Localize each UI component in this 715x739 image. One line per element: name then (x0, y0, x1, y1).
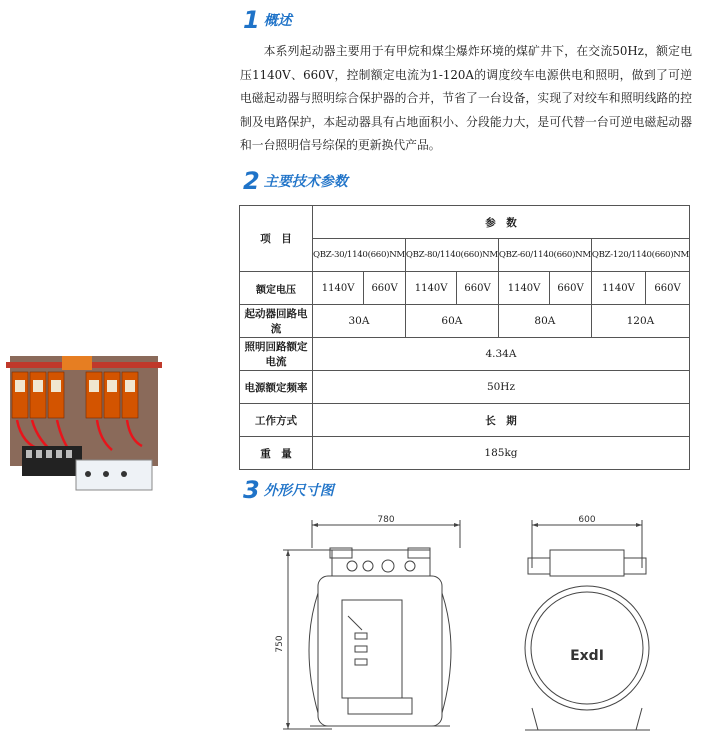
model-cell: QBZ-120/1140(660)NM (591, 239, 689, 272)
lighting-current-label: 照明回路额定电流 (240, 338, 313, 371)
front-width-label: 780 (377, 515, 395, 525)
model-cell: QBZ-80/1140(660)NM (405, 239, 498, 272)
section-title: 外形尺寸图 (263, 483, 334, 499)
mode-value: 长 期 (312, 404, 689, 437)
voltage-cell: 660V (646, 272, 690, 305)
frequency-value: 50Hz (312, 371, 689, 404)
voltage-cell: 1140V (498, 272, 549, 305)
current-cell: 120A (591, 305, 689, 338)
model-cell: QBZ-60/1140(660)NM (498, 239, 591, 272)
section-3-heading (243, 478, 334, 502)
voltage-cell: 1140V (405, 272, 456, 305)
section-number: 3 (243, 476, 260, 504)
frequency-label: 电源额定频率 (240, 371, 313, 404)
voltage-cell: 660V (364, 272, 406, 305)
section-1-heading (243, 8, 292, 32)
weight-label: 重 量 (240, 437, 313, 470)
dimension-drawing (270, 508, 690, 739)
section-title: 主要技术参数 (263, 174, 348, 190)
model-cell: QBZ-30/1140(660)NM (312, 239, 405, 272)
current-cell: 30A (312, 305, 405, 338)
voltage-cell: 1140V (591, 272, 645, 305)
section-2-heading (243, 169, 348, 193)
weight-value: 185kg (312, 437, 689, 470)
starter-current-label: 起动器回路电流 (240, 305, 313, 338)
mode-label: 工作方式 (240, 404, 313, 437)
voltage-cell: 660V (457, 272, 499, 305)
section-title: 概述 (263, 13, 292, 29)
current-cell: 60A (405, 305, 498, 338)
product-photo (2, 350, 165, 500)
section-number: 2 (243, 167, 260, 195)
voltage-cell: 1140V (312, 272, 363, 305)
exd-mark: ExdI (570, 648, 604, 664)
overview-paragraph: 本系列起动器主要用于有甲烷和煤尘爆炸环境的煤矿井下，在交流50Hz，额定电压1140V、660V，控制额定电流为1-120A的调度绞车电源供电和照明，做到了可逆电磁起动器与照明综合保护器的合并，节省了一台设备，实现了对绞车和照明线路的控制及电路保护，本起动器具有占地面积小、分段能力大，是可代替一台可逆电磁起动器和一台照明信号综保的更新换代产品。 (240, 44, 692, 152)
param-header: 参 数 (312, 206, 689, 239)
voltage-cell: 660V (550, 272, 592, 305)
current-cell: 80A (498, 305, 591, 338)
section-number: 1 (243, 6, 260, 34)
rated-voltage-label: 额定电压 (240, 272, 313, 305)
lighting-current-value: 4.34A (312, 338, 689, 371)
side-width-label: 600 (578, 515, 596, 525)
item-header: 项 目 (240, 206, 313, 272)
height-label: 750 (275, 635, 285, 653)
spec-table (239, 205, 690, 470)
